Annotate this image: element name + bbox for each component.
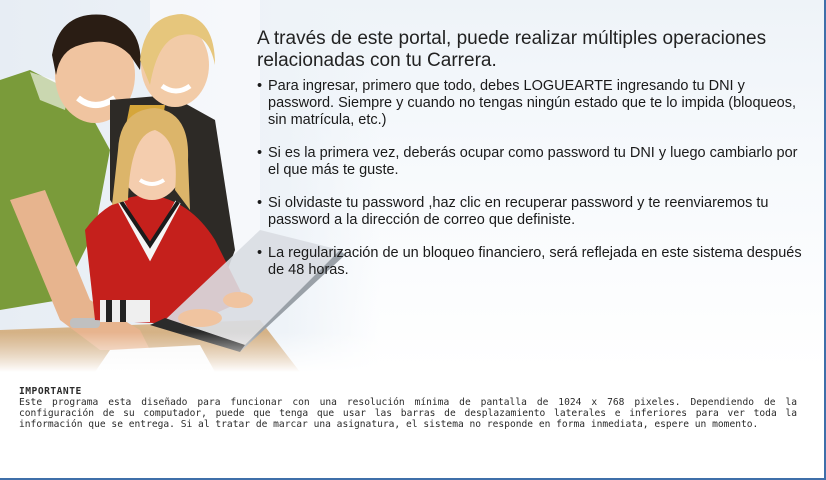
bullet-icon: • [257,245,263,261]
list-item [257,78,802,129]
instruction-first-time: Si es la primera vez, deberás ocupar como password tu DNI y luego cambiarlo por el que más te guste. [268,145,798,178]
bullet-icon: • [257,145,263,161]
bullet-icon: • [257,78,263,94]
instruction-forgot-password: Si olvidaste tu password ,haz clic en recuperar password y te reenviaremos tu password a la dirección de correo que definiste. [268,195,769,228]
list-item [257,245,802,279]
instruction-financial-block: La regularización de un bloqueo financiero, será reflejada en este sistema después de 48 horas. [268,245,802,278]
list-item [257,195,802,229]
bullet-icon: • [257,195,263,211]
instruction-login: Para ingresar, primero que todo, debes LOGUEARTE ingresando tu DNI y password. Siempre y cuando no tengas ningún estado que te lo impida (bloqueos, sin matrícula, etc.) [268,78,796,128]
banner-fade [0,332,824,372]
portal-intro-heading: A través de este portal, puede realizar múltiples operaciones relacionadas con tu Carrera. [257,28,767,71]
list-item [257,145,802,179]
notice-title: IMPORTANTE [19,386,82,397]
important-notice [19,386,797,430]
notice-body: Este programa esta diseñado para funcionar con una resolución mínima de pantalla de 1024 x 768 pixeles. Dependiendo de la configuración de su computador, puede que tenga que usar las barras de desplazamiento laterales e inferiores para ver toda la información que se entrega. Si al tratar de marcar una asignatura, el sistema no responde en forma inmediata, espere un momento. [19,397,797,430]
instructions-list [257,78,802,295]
